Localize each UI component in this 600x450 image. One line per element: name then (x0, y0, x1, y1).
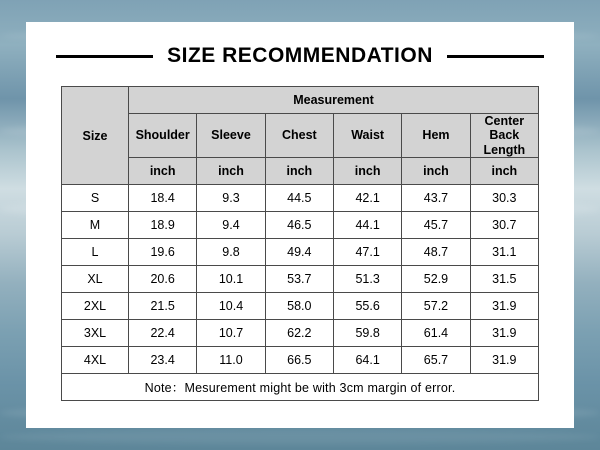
cell-waist: 59.8 (333, 320, 401, 347)
cell-hem: 43.7 (402, 185, 470, 212)
cell-size: 4XL (62, 347, 129, 374)
unit-sleeve: inch (197, 158, 265, 185)
table-row (62, 239, 539, 266)
unit-hem: inch (402, 158, 470, 185)
table-row (62, 266, 539, 293)
title-row (56, 44, 544, 68)
cell-chest: 44.5 (265, 185, 333, 212)
cell-hem: 52.9 (402, 266, 470, 293)
cell-size: L (62, 239, 129, 266)
cell-shoulder: 22.4 (129, 320, 197, 347)
cell-center-back-length: 31.9 (470, 347, 538, 374)
cell-hem: 48.7 (402, 239, 470, 266)
table-row (62, 347, 539, 374)
cell-chest: 49.4 (265, 239, 333, 266)
header-size: Size (62, 87, 129, 185)
cell-hem: 61.4 (402, 320, 470, 347)
cell-hem: 57.2 (402, 293, 470, 320)
cell-shoulder: 23.4 (129, 347, 197, 374)
unit-center-back-length: inch (470, 158, 538, 185)
header-shoulder: Shoulder (129, 114, 197, 158)
cell-sleeve: 10.1 (197, 266, 265, 293)
cell-center-back-length: 31.9 (470, 293, 538, 320)
table-unit-row (62, 158, 539, 185)
title-rule-left (56, 55, 153, 58)
cell-hem: 45.7 (402, 212, 470, 239)
cell-sleeve: 9.4 (197, 212, 265, 239)
header-sleeve: Sleeve (197, 114, 265, 158)
cell-shoulder: 20.6 (129, 266, 197, 293)
header-center-back-length: Center Back Length (470, 114, 538, 158)
cell-shoulder: 18.4 (129, 185, 197, 212)
cell-shoulder: 21.5 (129, 293, 197, 320)
unit-shoulder: inch (129, 158, 197, 185)
unit-chest: inch (265, 158, 333, 185)
cell-chest: 62.2 (265, 320, 333, 347)
cell-waist: 55.6 (333, 293, 401, 320)
cell-waist: 47.1 (333, 239, 401, 266)
table-header-row-2 (62, 114, 539, 158)
cell-sleeve: 9.3 (197, 185, 265, 212)
header-hem: Hem (402, 114, 470, 158)
unit-waist: inch (333, 158, 401, 185)
cell-waist: 51.3 (333, 266, 401, 293)
cell-chest: 66.5 (265, 347, 333, 374)
cell-chest: 58.0 (265, 293, 333, 320)
table-row (62, 212, 539, 239)
cell-size: 2XL (62, 293, 129, 320)
size-chart-card (26, 22, 574, 428)
cell-center-back-length: 30.7 (470, 212, 538, 239)
cell-center-back-length: 31.1 (470, 239, 538, 266)
cell-sleeve: 9.8 (197, 239, 265, 266)
cell-waist: 44.1 (333, 212, 401, 239)
cell-sleeve: 11.0 (197, 347, 265, 374)
cell-sleeve: 10.4 (197, 293, 265, 320)
table-row (62, 320, 539, 347)
wave-band (0, 430, 600, 444)
table-note-row (62, 374, 539, 401)
title-rule-right (447, 55, 544, 58)
cell-size: M (62, 212, 129, 239)
header-measurement: Measurement (129, 87, 539, 114)
cell-chest: 53.7 (265, 266, 333, 293)
cell-hem: 65.7 (402, 347, 470, 374)
header-waist: Waist (333, 114, 401, 158)
cell-shoulder: 18.9 (129, 212, 197, 239)
cell-shoulder: 19.6 (129, 239, 197, 266)
size-table (61, 86, 539, 401)
cell-size: S (62, 185, 129, 212)
note-text: Note：Mesurement might be with 3cm margin of error. (62, 374, 539, 401)
table-row (62, 185, 539, 212)
cell-center-back-length: 31.5 (470, 266, 538, 293)
cell-sleeve: 10.7 (197, 320, 265, 347)
table-row (62, 293, 539, 320)
table-header-row-1 (62, 87, 539, 114)
page-title: SIZE RECOMMENDATION (167, 44, 433, 67)
cell-waist: 64.1 (333, 347, 401, 374)
cell-waist: 42.1 (333, 185, 401, 212)
header-chest: Chest (265, 114, 333, 158)
cell-center-back-length: 30.3 (470, 185, 538, 212)
cell-size: XL (62, 266, 129, 293)
cell-size: 3XL (62, 320, 129, 347)
cell-center-back-length: 31.9 (470, 320, 538, 347)
cell-chest: 46.5 (265, 212, 333, 239)
